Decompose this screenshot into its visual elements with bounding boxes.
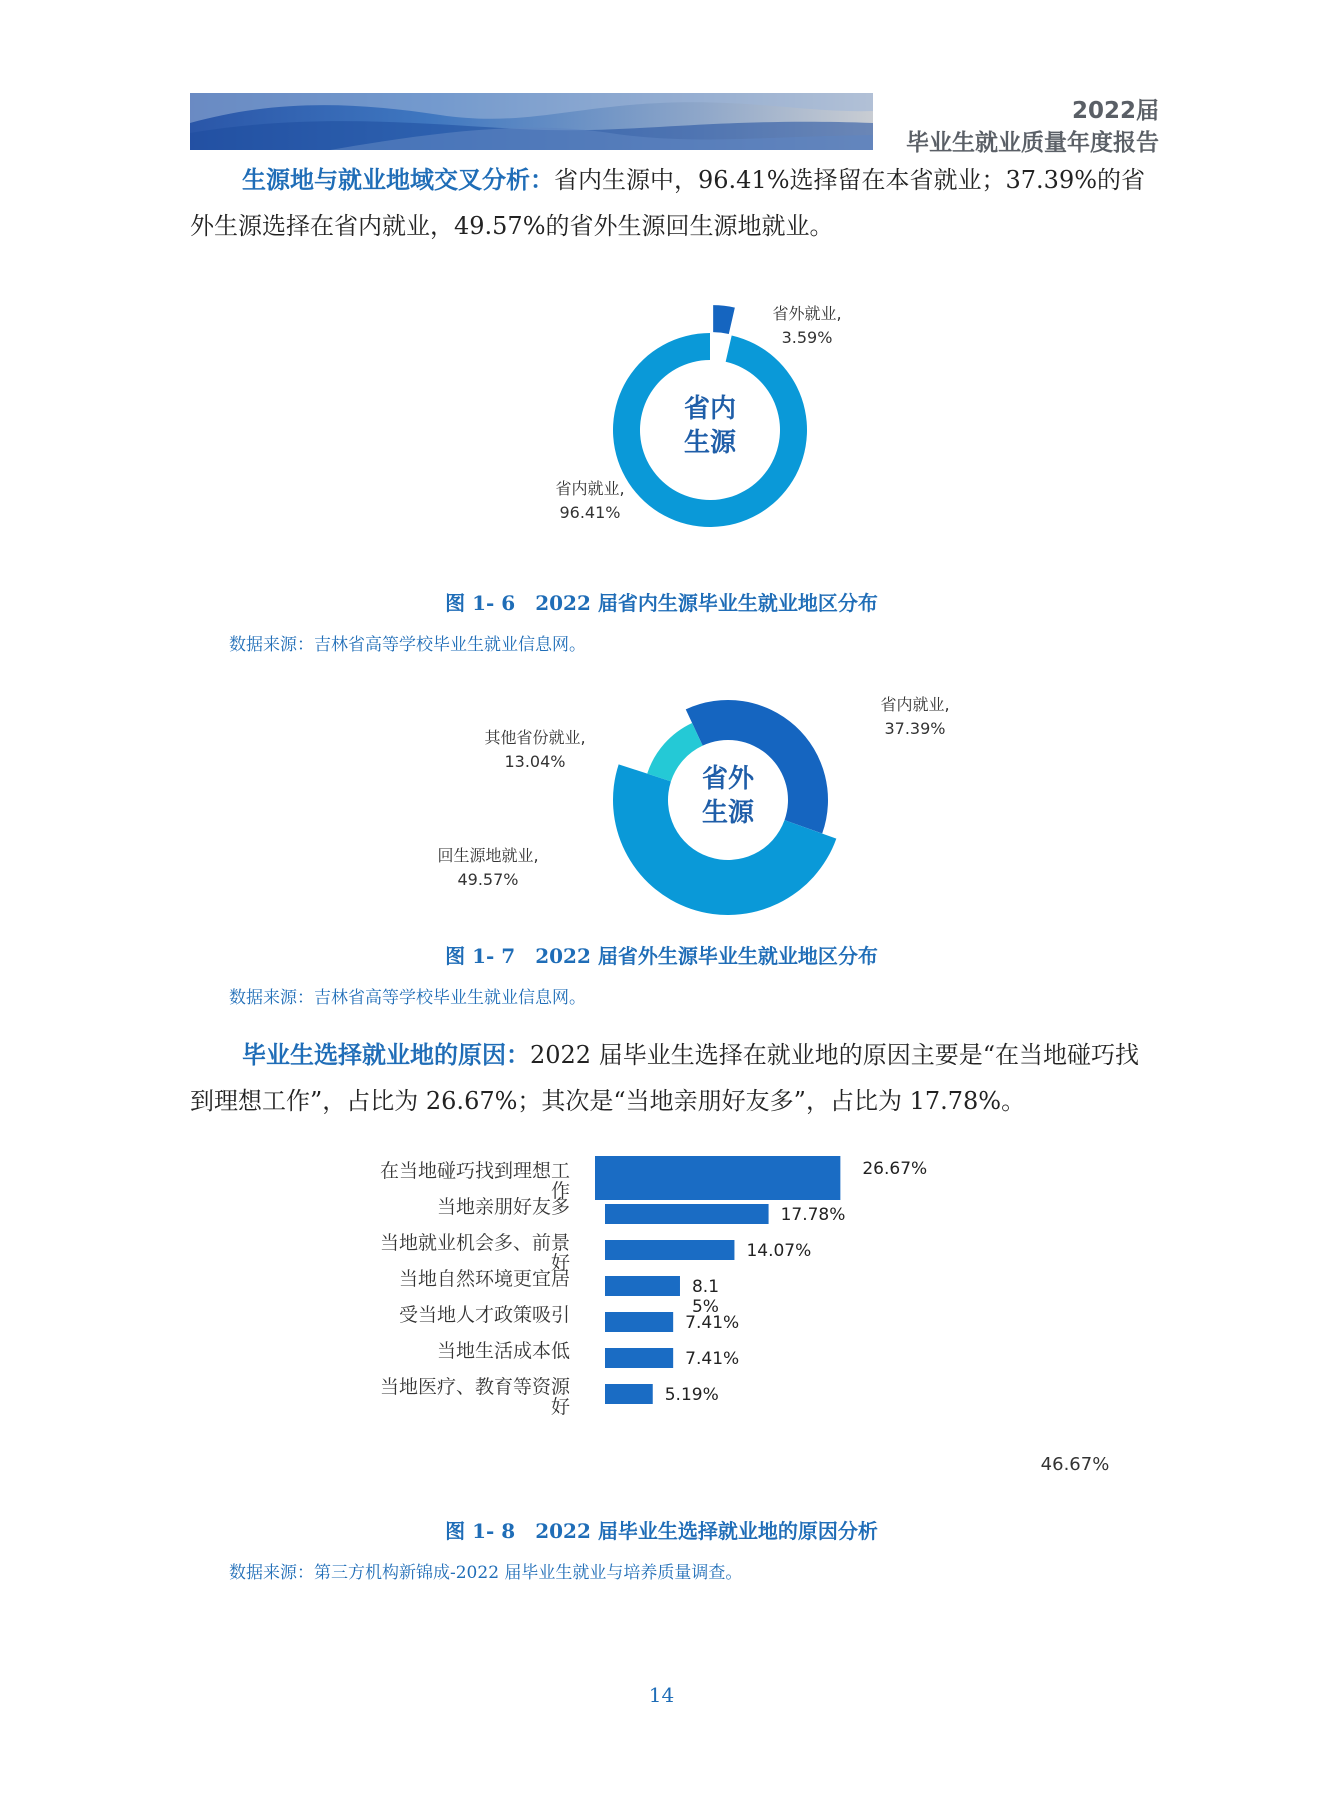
donut6-label-out-value: 3.59% [781, 328, 833, 347]
bar-chart-reasons [330, 1150, 1130, 1495]
bar-0 [595, 1156, 840, 1200]
bar-value-label-2: 14.07% [746, 1241, 812, 1261]
bar-value-label-5: 7.41% [685, 1349, 740, 1369]
paragraph-lead-2: 毕业生选择就业地的原因： [242, 1041, 530, 1069]
paragraph-reasons [190, 1032, 1158, 1124]
donut7-center-line1: 省外 [701, 764, 755, 794]
donut7-label-in-value: 37.39% [884, 719, 946, 738]
header-banner [190, 93, 873, 150]
donut7-label-in-name: 省内就业, [880, 695, 950, 714]
bar-value-label-4: 7.41% [685, 1313, 740, 1333]
bar-category-label-6: 当地医疗、教育等资源 [379, 1376, 570, 1398]
bar-chart-svg [330, 1150, 1130, 1495]
donut6-label-in-value: 96.41% [559, 503, 621, 522]
donut7-label-home [418, 844, 558, 892]
bar-1 [605, 1204, 769, 1224]
bar-value-label-6: 5.19% [664, 1385, 719, 1405]
bar-chart-stray-label: 46.67% [1040, 1454, 1110, 1475]
figure-caption-1-8: 图 1- 8 2022 届毕业生选择就业地的原因分析 [445, 1519, 878, 1543]
header-year: 2022届 [1071, 98, 1159, 124]
paragraph-lead: 生源地与就业地域交叉分析： [242, 166, 554, 194]
bar-value-label-1: 17.78% [780, 1205, 846, 1225]
header-title: 毕业生就业质量年度报告 [906, 130, 1159, 156]
bar-category-label-0: 作 [550, 1180, 570, 1202]
donut6-label-out-name: 省外就业, [772, 304, 842, 323]
donut7-label-in [855, 693, 975, 741]
donut-slice-0 [713, 305, 735, 334]
donut7-center-line2: 生源 [701, 798, 755, 828]
donut7-label-other [465, 726, 605, 774]
donut6-center-line2: 生源 [683, 428, 737, 458]
donut7-label-home-name: 回生源地就业, [437, 846, 539, 865]
bar-2 [605, 1240, 734, 1260]
donut7-label-other-name: 其他省份就业, [484, 728, 586, 747]
bar-category-label-4: 受当地人才政策吸引 [398, 1304, 570, 1326]
paragraph-body-2: 2022 届毕业生选择在就业地的原因主要是“在当地碰巧找到理想工作”，占比为 26.67%；其次是“当地亲朋好友多”，占比为 17.78%。 [190, 1041, 1139, 1115]
donut7-slice-2 [647, 723, 702, 781]
bar-4 [605, 1312, 673, 1332]
bar-3 [605, 1276, 680, 1296]
bar-category-label-3: 当地自然环境更宜居 [398, 1268, 570, 1290]
page-number: 14 [648, 1683, 675, 1707]
figure-caption-1-7: 图 1- 7 2022 届省外生源毕业生就业地区分布 [445, 944, 878, 968]
donut6-label-in-name: 省内就业, [555, 479, 625, 498]
figure-source-1-6: 数据来源：吉林省高等学校毕业生就业信息网。 [229, 635, 586, 655]
bar-6 [605, 1384, 653, 1404]
bar-category-label-2: 好 [550, 1252, 570, 1274]
bar-5 [605, 1348, 673, 1368]
bar-category-label-6: 好 [550, 1396, 570, 1418]
bar-category-label-2: 当地就业机会多、前景 [379, 1232, 570, 1254]
bar-category-label-1: 当地亲朋好友多 [436, 1196, 570, 1218]
bar-value-label-3: 5% [691, 1297, 719, 1317]
banner-wave [190, 93, 873, 150]
figure-caption-1-6: 图 1- 6 2022 届省内生源毕业生就业地区分布 [445, 591, 878, 615]
bar-value-label-0: 26.67% [862, 1159, 928, 1179]
donut6-center-line1: 省内 [683, 394, 737, 424]
donut7-label-other-value: 13.04% [504, 752, 566, 771]
figure-source-1-8: 数据来源：第三方机构新锦成-2022 届毕业生就业与培养质量调查。 [229, 1563, 743, 1583]
paragraph-region-cross-analysis [190, 157, 1158, 249]
bar-category-label-5: 当地生活成本低 [436, 1340, 570, 1362]
figure-source-1-7: 数据来源：吉林省高等学校毕业生就业信息网。 [229, 988, 586, 1008]
bar-category-label-0: 在当地碰巧找到理想工 [379, 1160, 570, 1182]
paragraph-body: 省内生源中，96.41%选择留在本省就业；37.39%的省外生源选择在省内就业，49.57%的省外生源回生源地就业。 [190, 166, 1146, 240]
bar-value-label-3: 8.1 [691, 1277, 720, 1297]
donut6-label-out [752, 302, 862, 350]
donut7-label-home-value: 49.57% [457, 870, 519, 889]
donut6-label-in [535, 477, 645, 525]
